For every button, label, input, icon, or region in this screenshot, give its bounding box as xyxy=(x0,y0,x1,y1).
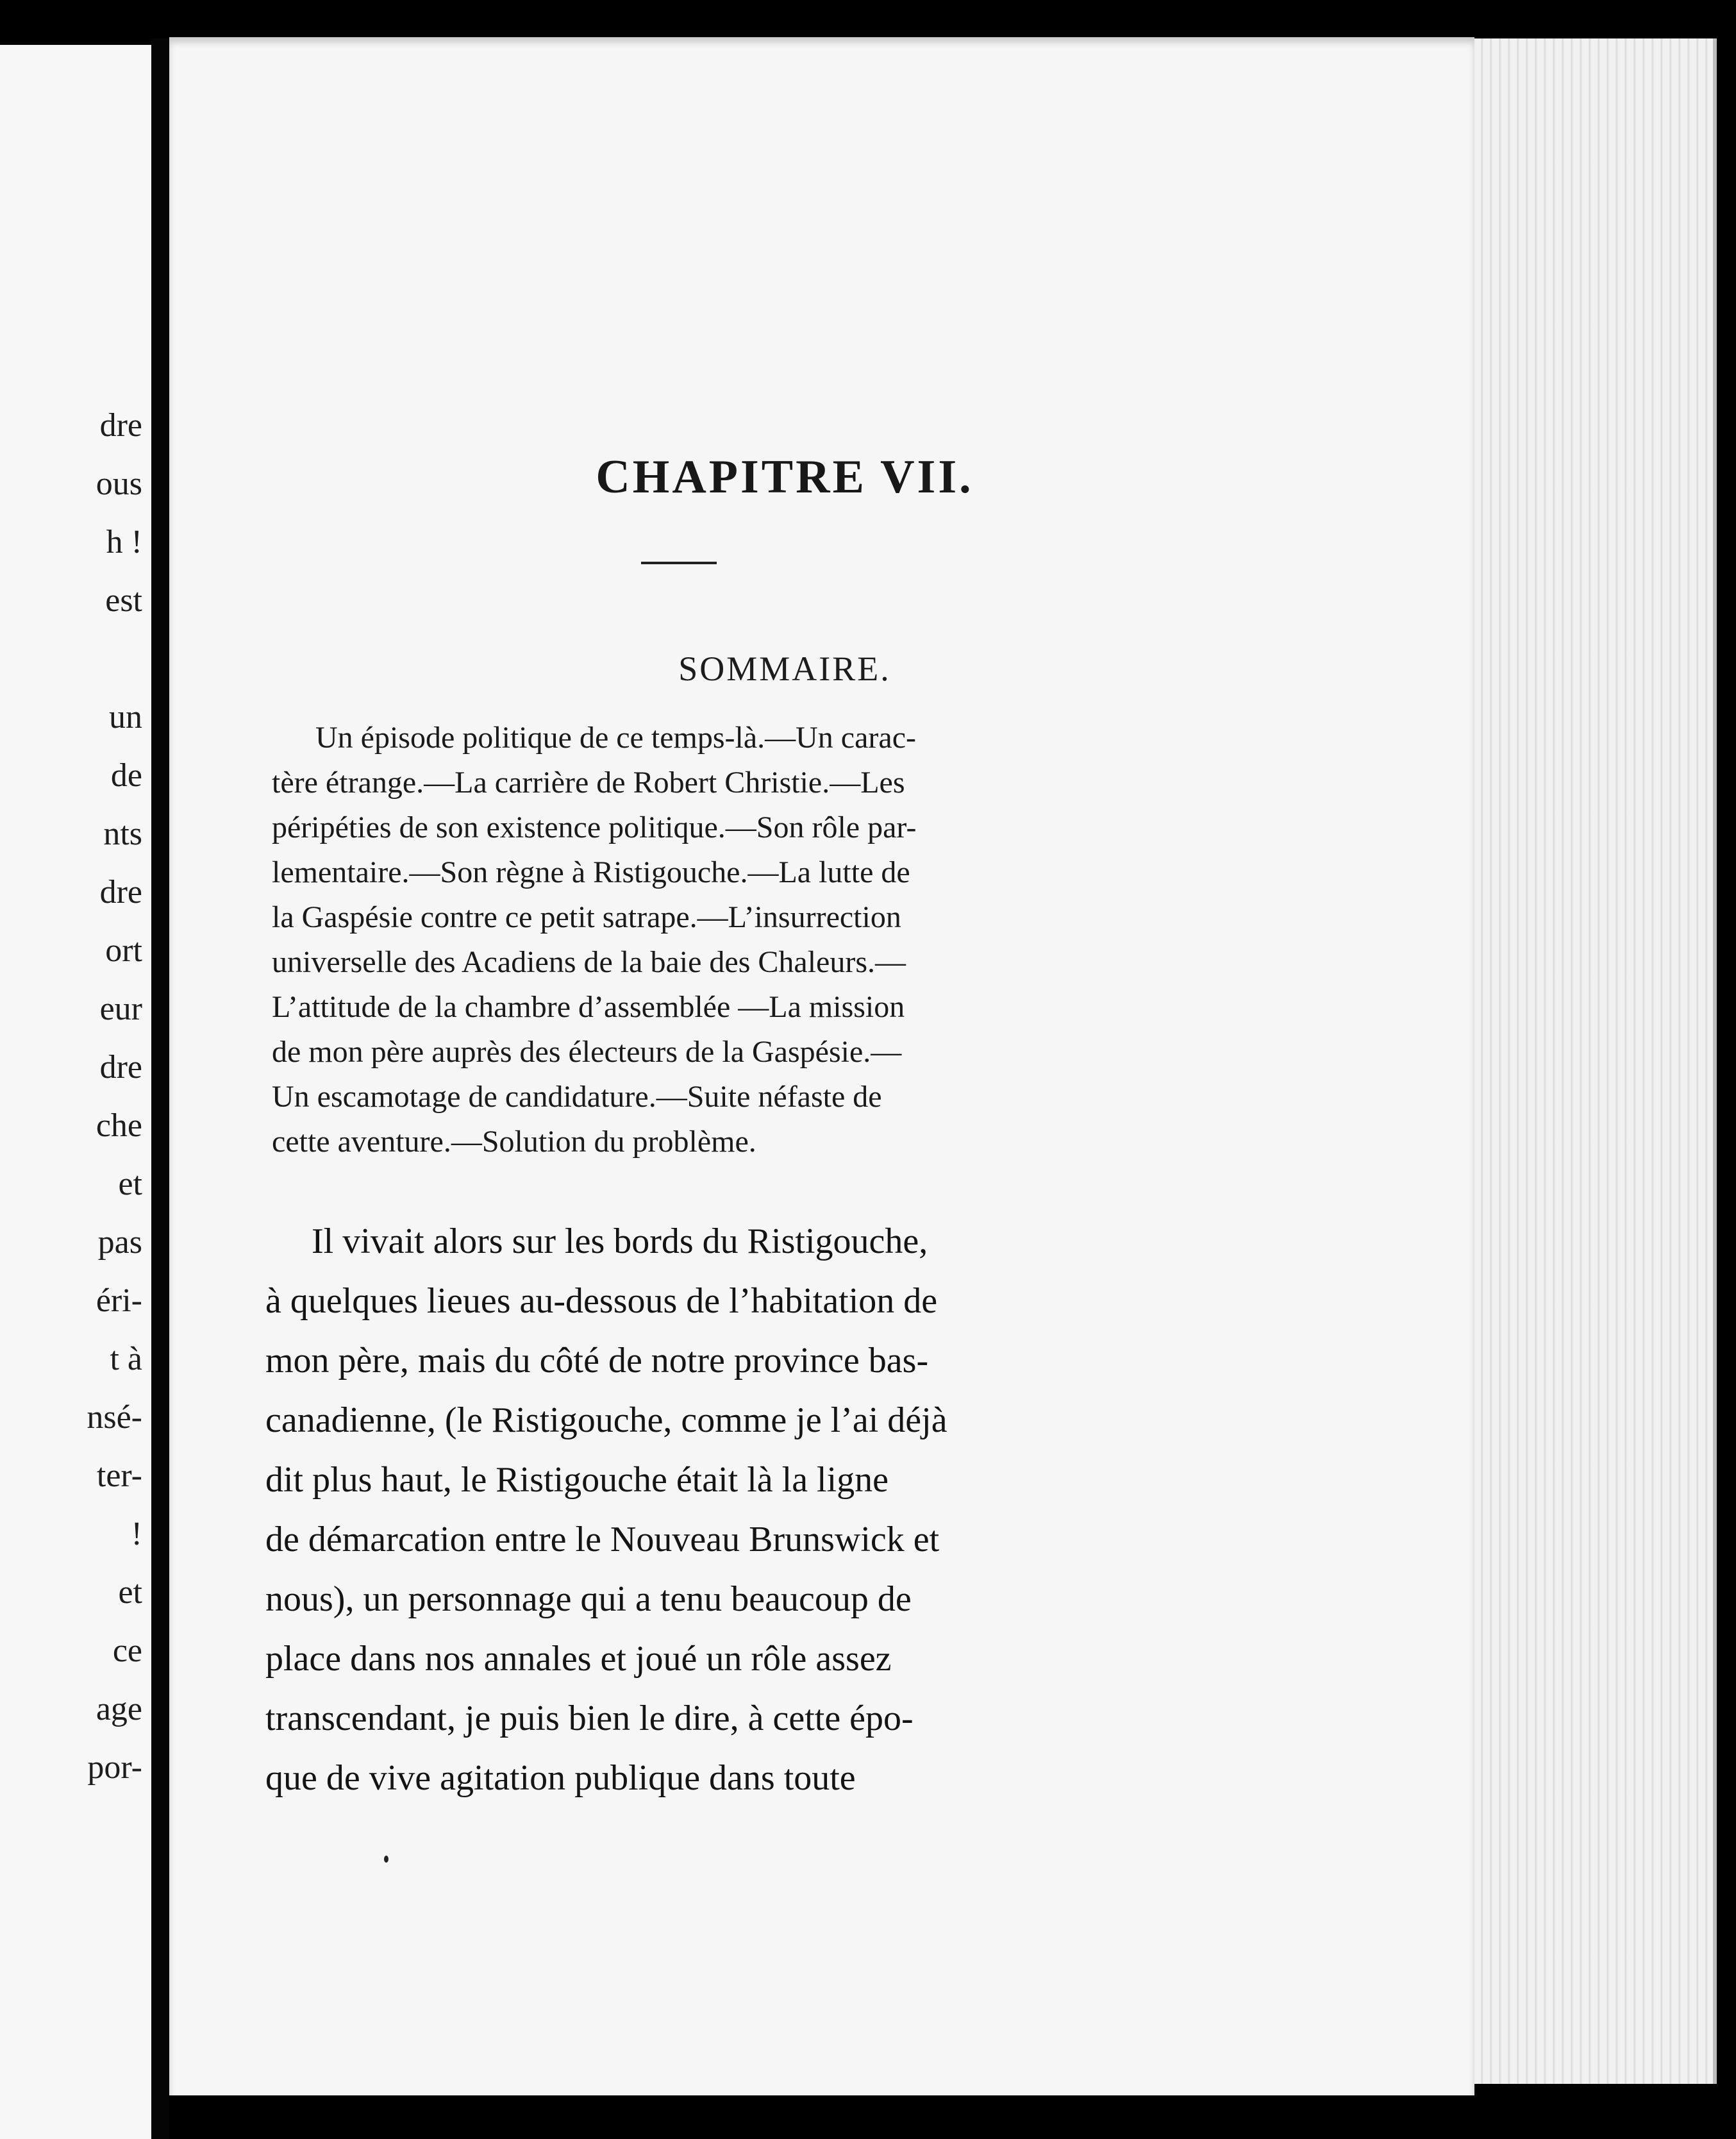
summary-line: Un escamotage de candidature.—Suite néfaste de xyxy=(272,1080,882,1114)
left-page-line: h ! xyxy=(106,524,142,560)
left-page-line: dre xyxy=(99,874,142,910)
left-page-line: por- xyxy=(87,1749,142,1786)
chapter-title: CHAPITRE VII. xyxy=(596,451,974,503)
left-page-line: eur xyxy=(99,991,142,1027)
left-page-line: ort xyxy=(105,932,142,969)
left-page-line: nsé- xyxy=(87,1399,142,1436)
body-line: transcendant, je puis bien le dire, à cette épo- xyxy=(265,1699,914,1738)
left-page-line: ter- xyxy=(96,1457,142,1494)
left-page-line: dre xyxy=(99,407,142,444)
right-page xyxy=(169,37,1474,2095)
body-line: Il vivait alors sur les bords du Ristigouche, xyxy=(312,1221,928,1261)
summary-line: cette aventure.—Solution du problème. xyxy=(272,1125,756,1159)
left-page-text-column xyxy=(0,396,151,1797)
summary-line: péripéties de son existence politique.—Son rôle par- xyxy=(272,810,917,844)
summary-heading: SOMMAIRE. xyxy=(678,650,891,688)
summary-line: Un épisode politique de ce temps-là.—Un carac- xyxy=(315,721,916,755)
left-page-line: est xyxy=(105,582,142,619)
summary-line: universelle des Acadiens de la baie des Chaleurs.— xyxy=(272,945,906,979)
summary-paragraph xyxy=(272,716,1250,1164)
ink-speck xyxy=(384,1856,388,1863)
body-line: nous), un personnage qui a tenu beaucoup de xyxy=(265,1579,912,1619)
left-page-line: de xyxy=(110,757,142,794)
left-page-line: un xyxy=(109,699,142,735)
left-page-line: et xyxy=(118,1574,142,1611)
left-page-line: ! xyxy=(131,1516,142,1552)
page-block-edges xyxy=(1474,38,1717,2084)
left-page-line: pas xyxy=(97,1224,142,1261)
title-rule xyxy=(641,562,717,564)
book-gutter xyxy=(151,38,169,2139)
left-page-line: age xyxy=(96,1691,142,1727)
left-page-line: che xyxy=(96,1107,142,1144)
summary-line: lementaire.—Son règne à Ristigouche.—La lutte de xyxy=(272,855,910,889)
body-line: mon père, mais du côté de notre province bas- xyxy=(265,1341,929,1380)
left-page-fragment xyxy=(0,45,151,2139)
body-line: place dans nos annales et joué un rôle assez xyxy=(265,1639,892,1679)
left-page-line xyxy=(0,630,151,688)
body-paragraph xyxy=(265,1212,1256,1808)
body-line: canadienne, (le Ristigouche, comme je l’ai déjà xyxy=(265,1400,947,1440)
left-page-line: dre xyxy=(99,1049,142,1086)
left-page-line: nts xyxy=(103,816,142,852)
body-line: dit plus haut, le Ristigouche était là la ligne xyxy=(265,1460,889,1500)
left-page-line: et xyxy=(118,1166,142,1202)
body-line: que de vive agitation publique dans toute xyxy=(265,1758,856,1798)
summary-line: L’attitude de la chambre d’assemblée —La mission xyxy=(272,990,905,1024)
summary-line: tère étrange.—La carrière de Robert Christie.—Les xyxy=(272,766,905,800)
left-page-line: ous xyxy=(96,466,142,502)
body-line: à quelques lieues au-dessous de l’habitation de xyxy=(265,1281,938,1321)
left-page-line: t à xyxy=(110,1341,142,1377)
summary-line: de mon père auprès des électeurs de la Gaspésie.— xyxy=(272,1035,902,1069)
summary-line: la Gaspésie contre ce petit satrape.—L’insurrection xyxy=(272,900,901,934)
left-page-line: ce xyxy=(112,1632,142,1669)
body-line: de démarcation entre le Nouveau Brunswick et xyxy=(265,1520,940,1559)
left-page-line: éri- xyxy=(96,1282,142,1319)
